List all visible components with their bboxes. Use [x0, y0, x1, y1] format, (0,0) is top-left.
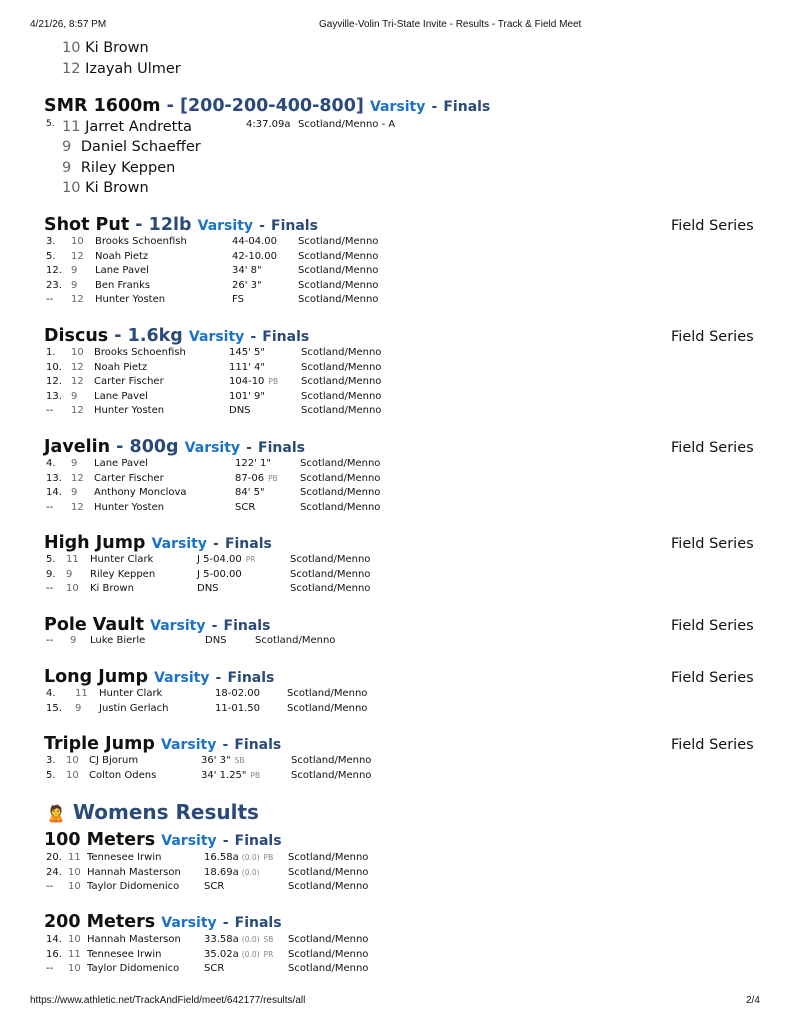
- event-heading: [44, 437, 305, 457]
- event-dash: -: [213, 536, 219, 552]
- event-round: Finals: [258, 440, 305, 456]
- athlete-name[interactable]: Brooks Schoenfish: [94, 347, 186, 358]
- grade: 10: [68, 963, 81, 975]
- event-dash: -: [222, 833, 229, 849]
- place: 14.: [46, 934, 62, 945]
- mark[interactable]: 44-04.00: [232, 236, 277, 247]
- event-heading: [44, 326, 309, 346]
- athlete-name[interactable]: Tennesee Irwin: [87, 948, 162, 960]
- team-name[interactable]: Scotland/Menno: [300, 501, 381, 513]
- grade: 10: [66, 769, 79, 781]
- event-name[interactable]: 200 Meters: [44, 912, 156, 932]
- place: 23.: [46, 279, 62, 291]
- table-row: [0, 688, 791, 702]
- mark-cell: [235, 487, 265, 498]
- record-badge: PB: [268, 377, 279, 387]
- athlete-name[interactable]: Jarret Andretta: [85, 119, 192, 135]
- event-division[interactable]: Varsity: [197, 218, 254, 234]
- event-dash: -: [222, 737, 229, 753]
- list-item: [62, 61, 181, 77]
- place: 16.: [46, 948, 62, 960]
- event-division[interactable]: Varsity: [369, 99, 426, 115]
- mark-cell: [197, 554, 255, 565]
- event-spec: [200-200-400-800]: [179, 96, 364, 116]
- event-name[interactable]: Triple Jump: [44, 734, 155, 754]
- record-badge: SB: [234, 756, 245, 765]
- event-division[interactable]: Varsity: [154, 670, 210, 686]
- wind-reading: (0.0): [241, 867, 260, 877]
- table-row: [0, 755, 791, 769]
- mark-cell: [229, 362, 265, 373]
- place: 13.: [46, 472, 62, 484]
- table-row: [0, 703, 791, 717]
- event-dash: -: [259, 218, 265, 234]
- team-name[interactable]: Scotland/Menno: [300, 472, 381, 484]
- mark-cell: [229, 391, 265, 402]
- mark[interactable]: 122' 1": [235, 458, 271, 469]
- mark[interactable]: SCR: [235, 501, 256, 513]
- mark-cell: [204, 881, 224, 892]
- grade: 10: [68, 866, 81, 878]
- place: --: [46, 294, 54, 306]
- mark[interactable]: 33.58a: [204, 934, 239, 945]
- team-name[interactable]: Scotland/Menno: [291, 755, 372, 766]
- team-name[interactable]: Scotland/Menno: [301, 376, 382, 388]
- event-heading: [44, 215, 318, 235]
- event-name[interactable]: Discus: [44, 326, 109, 346]
- table-row: [0, 391, 791, 405]
- event-round: Finals: [234, 737, 282, 753]
- place: 5.: [46, 250, 56, 262]
- athlete-name[interactable]: Hannah Masterson: [87, 934, 181, 945]
- field-series-link[interactable]: Field Series: [671, 536, 754, 552]
- athlete-name[interactable]: Carter Fischer: [94, 376, 164, 388]
- team-name[interactable]: Scotland/Menno: [300, 458, 381, 469]
- mark[interactable]: DNS: [205, 635, 227, 646]
- field-series-link[interactable]: Field Series: [671, 440, 754, 456]
- team-name[interactable]: Scotland/Menno: [288, 866, 369, 878]
- table-row: [0, 963, 791, 977]
- mark[interactable]: 35.02a: [204, 948, 239, 960]
- field-series-link[interactable]: Field Series: [671, 329, 754, 345]
- grade: 12: [71, 405, 84, 417]
- athlete-name[interactable]: Luke Bierle: [90, 635, 146, 646]
- field-series-link[interactable]: Field Series: [671, 618, 754, 634]
- field-series-link[interactable]: Field Series: [671, 670, 754, 686]
- mark[interactable]: 16.58a: [204, 852, 239, 863]
- team-name[interactable]: Scotland/Menno: [291, 769, 372, 781]
- grade: 9: [71, 279, 78, 291]
- athlete-name[interactable]: Ki Brown: [85, 40, 149, 56]
- grade: 9: [71, 487, 78, 499]
- mark-cell: [232, 265, 262, 276]
- team-name[interactable]: Scotland/Menno: [298, 265, 379, 277]
- athlete-name[interactable]: Noah Pietz: [95, 250, 149, 262]
- mark-cell: [215, 703, 260, 714]
- grade: 10: [71, 236, 84, 247]
- athlete-name[interactable]: Lane Pavel: [94, 458, 148, 469]
- grade: 9: [71, 458, 78, 469]
- mark[interactable]: SCR: [204, 963, 225, 975]
- place: --: [46, 881, 54, 893]
- event-spec: 800g: [129, 437, 179, 457]
- mark-cell: [197, 583, 219, 594]
- place: 14.: [46, 487, 62, 499]
- place: 4.: [46, 458, 56, 469]
- event-round: Finals: [223, 618, 271, 634]
- athlete-name[interactable]: Ben Franks: [95, 279, 151, 291]
- event-division[interactable]: Varsity: [188, 329, 245, 345]
- event-dash: -: [116, 437, 124, 457]
- place: --: [46, 405, 54, 417]
- list-item: [62, 180, 149, 196]
- record-badge: PR: [245, 555, 256, 564]
- event-division[interactable]: Varsity: [151, 536, 207, 552]
- table-row: [0, 502, 791, 516]
- event-round: Finals: [443, 99, 491, 115]
- mark-cell: [201, 755, 245, 766]
- place: 20.: [46, 852, 62, 863]
- mark-cell: [204, 867, 260, 878]
- mark-cell: [204, 963, 224, 974]
- table-row: [0, 881, 791, 895]
- list-item: [62, 40, 149, 56]
- mark-cell: [235, 473, 278, 484]
- team-name[interactable]: Scotland/Menno: [255, 635, 336, 646]
- table-row: [0, 280, 791, 294]
- team-name[interactable]: Scotland/Menno: [298, 236, 379, 247]
- event-name[interactable]: Shot Put: [44, 215, 130, 235]
- grade: 12: [71, 294, 84, 306]
- wind-reading: (0.0): [241, 935, 260, 944]
- table-row: [0, 635, 791, 649]
- grade: 12: [62, 61, 81, 77]
- event-heading-smr: SMR 1600m - [200-200-400-800] Varsity - Finals: [44, 96, 491, 116]
- team-name[interactable]: Scotland/Menno: [288, 852, 369, 863]
- place: 3.: [46, 236, 56, 247]
- mark[interactable]: 84' 5": [235, 487, 265, 499]
- team-name[interactable]: Scotland/Menno: [288, 948, 369, 960]
- place: 24.: [46, 866, 62, 878]
- event-round: Finals: [227, 670, 275, 686]
- mark-cell: [205, 635, 227, 646]
- section-title: Womens Results: [72, 800, 259, 824]
- mark-cell: [201, 770, 260, 781]
- athlete-name[interactable]: CJ Bjorum: [89, 755, 139, 766]
- table-row: [0, 867, 791, 881]
- grade: 11: [75, 688, 88, 699]
- mark-cell: [215, 688, 260, 699]
- athlete-name[interactable]: Taylor Didomenico: [87, 881, 180, 893]
- mark[interactable]: J 5-04.00: [197, 554, 242, 565]
- mark-cell: [204, 949, 273, 960]
- event-name[interactable]: Long Jump: [44, 667, 148, 687]
- athlete-name[interactable]: Hunter Yosten: [94, 405, 165, 417]
- relay-team[interactable]: Scotland/Menno - A: [298, 119, 396, 130]
- field-series-link[interactable]: Field Series: [671, 218, 754, 234]
- event-name[interactable]: 100 Meters: [44, 830, 156, 850]
- mark[interactable]: 42-10.00: [232, 250, 277, 262]
- grade: 12: [71, 472, 84, 484]
- place: 3.: [46, 755, 56, 766]
- grade: 10: [68, 881, 81, 893]
- athlete-name[interactable]: Brooks Schoenfish: [95, 236, 187, 247]
- event-dash: -: [215, 670, 222, 686]
- event-division[interactable]: Varsity: [160, 737, 217, 753]
- grade: 12: [71, 501, 84, 513]
- mark-cell: [232, 251, 277, 262]
- grade: 9: [62, 139, 72, 155]
- mark-cell: [229, 376, 278, 387]
- list-item: [62, 139, 201, 155]
- mark-cell: [229, 347, 265, 358]
- event-dash: -: [222, 915, 229, 931]
- mark-cell: [235, 458, 271, 469]
- place: --: [46, 963, 54, 975]
- place: 9.: [46, 568, 56, 580]
- team-name[interactable]: Scotland/Menno: [287, 702, 368, 714]
- grade: 11: [68, 948, 81, 960]
- mark[interactable]: 18-02.00: [215, 688, 260, 699]
- place: 1.: [46, 347, 56, 358]
- grade: 10: [66, 755, 79, 766]
- grade: 9: [70, 635, 77, 646]
- event-name[interactable]: Javelin: [44, 437, 111, 457]
- mark[interactable]: 36' 3": [201, 755, 231, 766]
- team-name[interactable]: Scotland/Menno: [301, 347, 382, 358]
- team-name[interactable]: Scotland/Menno: [290, 583, 371, 595]
- event-round: Finals: [234, 833, 282, 849]
- athlete-name[interactable]: Riley Keppen: [90, 568, 156, 580]
- grade: 9: [71, 390, 78, 402]
- grade: 9: [71, 265, 78, 277]
- grade: 12: [71, 361, 84, 373]
- event-dash: -: [135, 215, 143, 235]
- athlete-name[interactable]: Tennesee Irwin: [87, 852, 162, 863]
- table-row: [0, 852, 791, 866]
- mark[interactable]: 11-01.50: [215, 702, 260, 714]
- table-row: [0, 949, 791, 963]
- mark-cell: [232, 294, 244, 305]
- record-badge: PB: [263, 853, 274, 862]
- place: 10.: [46, 361, 62, 373]
- mark[interactable]: DNS: [197, 583, 219, 595]
- event-name[interactable]: SMR 1600m: [44, 96, 161, 116]
- grade: 10: [68, 934, 81, 945]
- record-badge: PB: [250, 770, 261, 780]
- event-round: Finals: [224, 536, 272, 552]
- athlete-name[interactable]: Hunter Yosten: [95, 294, 166, 306]
- event-heading: [44, 667, 274, 687]
- print-timestamp: 4/21/26, 8:57 PM: [30, 19, 107, 30]
- team-name[interactable]: Scotland/Menno: [288, 963, 369, 975]
- record-badge: PB: [268, 473, 278, 483]
- grade: 9: [75, 702, 82, 714]
- team-name[interactable]: Scotland/Menno: [301, 390, 382, 402]
- relay-place: 5.: [46, 119, 55, 129]
- team-name[interactable]: Scotland/Menno: [290, 554, 371, 565]
- grade: 11: [68, 852, 81, 863]
- mark-cell: [229, 405, 251, 416]
- wind-reading: (0.0): [241, 949, 260, 959]
- team-name[interactable]: Scotland/Menno: [301, 405, 382, 417]
- table-row: [0, 554, 791, 568]
- mark[interactable]: FS: [232, 294, 244, 306]
- grade: 11: [66, 554, 79, 565]
- athlete-name[interactable]: Riley Keppen: [80, 160, 176, 176]
- table-row: [0, 236, 791, 250]
- place: --: [46, 501, 54, 513]
- mark-cell: [235, 502, 255, 513]
- team-name[interactable]: Scotland/Menno: [300, 487, 381, 499]
- mark[interactable]: 104-10: [229, 376, 265, 388]
- place: 4.: [46, 688, 56, 699]
- mark[interactable]: 26' 3": [232, 279, 262, 291]
- event-name[interactable]: High Jump: [44, 533, 146, 553]
- table-row: [0, 934, 791, 948]
- event-spec: 12lb: [148, 215, 192, 235]
- mark-cell: [232, 280, 262, 291]
- mark-cell: [204, 934, 273, 945]
- event-dash: -: [211, 618, 218, 634]
- team-name[interactable]: Scotland/Menno: [290, 568, 371, 580]
- mark[interactable]: 34' 1.25": [201, 769, 247, 781]
- athlete-name[interactable]: Hannah Masterson: [87, 866, 181, 878]
- place: 5.: [46, 554, 56, 565]
- record-badge: PR: [263, 949, 274, 959]
- athlete-name[interactable]: Anthony Monclova: [94, 487, 187, 499]
- list-item: [62, 119, 192, 135]
- place: 15.: [46, 702, 62, 714]
- grade: 12: [71, 376, 84, 388]
- person-icon: 🙎: [46, 804, 66, 823]
- event-round: Finals: [271, 218, 318, 234]
- athlete-name[interactable]: Carter Fischer: [94, 472, 164, 484]
- event-round: Finals: [234, 915, 282, 931]
- athlete-name[interactable]: Ki Brown: [85, 180, 149, 196]
- place: 5.: [46, 769, 56, 781]
- event-heading: [44, 734, 281, 754]
- table-row: [0, 405, 791, 419]
- event-heading: [44, 533, 272, 553]
- mark[interactable]: J 5-00.00: [197, 568, 242, 580]
- record-badge: SB: [263, 935, 274, 944]
- athlete-name[interactable]: Lane Pavel: [95, 265, 149, 277]
- event-heading: [44, 830, 282, 850]
- grade: 9: [66, 568, 73, 580]
- athlete-name[interactable]: Hunter Clark: [90, 554, 154, 565]
- wind-reading: (0.0): [241, 853, 260, 862]
- team-name[interactable]: Scotland/Menno: [298, 279, 379, 291]
- grade: 10: [62, 180, 81, 196]
- athlete-name[interactable]: Noah Pietz: [94, 361, 148, 373]
- mark[interactable]: 145' 5": [229, 347, 265, 358]
- athlete-name[interactable]: Taylor Didomenico: [87, 963, 180, 975]
- event-name[interactable]: Pole Vault: [44, 615, 145, 635]
- grade: 10: [66, 583, 79, 595]
- mark[interactable]: 87-06: [235, 472, 265, 484]
- list-item: [62, 160, 175, 176]
- athlete-name[interactable]: Colton Odens: [89, 769, 157, 781]
- place: 13.: [46, 390, 62, 402]
- mark[interactable]: SCR: [204, 881, 225, 893]
- event-division[interactable]: Varsity: [161, 833, 217, 849]
- table-row: [0, 473, 791, 487]
- athlete-name[interactable]: Daniel Schaeffer: [80, 139, 201, 155]
- event-heading: [44, 615, 270, 635]
- team-name[interactable]: Scotland/Menno: [288, 881, 369, 893]
- womens-results-heading: [46, 800, 259, 824]
- relay-mark[interactable]: 4:37.09a: [246, 119, 291, 130]
- print-title: Gayville-Volin Tri-State Invite - Results - Track & Field Meet: [319, 19, 582, 30]
- place: 12.: [46, 265, 62, 277]
- table-row: [0, 583, 791, 597]
- event-division[interactable]: Varsity: [184, 440, 241, 456]
- table-row: [0, 347, 791, 361]
- event-spec: 1.6kg: [127, 326, 183, 346]
- grade: 11: [62, 119, 81, 135]
- place: --: [46, 583, 54, 595]
- place: 12.: [46, 376, 62, 388]
- athlete-name[interactable]: Hunter Clark: [99, 688, 163, 699]
- athlete-name[interactable]: Izayah Ulmer: [85, 61, 181, 77]
- mark[interactable]: DNS: [229, 405, 251, 417]
- athlete-name[interactable]: Ki Brown: [90, 583, 134, 595]
- table-row: [0, 487, 791, 501]
- mark-cell: [232, 236, 277, 247]
- print-page-number: 2/4: [746, 995, 760, 1006]
- table-row: [0, 458, 791, 472]
- mark[interactable]: 111' 4": [229, 361, 265, 373]
- event-dash: -: [246, 440, 252, 456]
- athlete-name[interactable]: Lane Pavel: [94, 390, 148, 402]
- place: --: [46, 635, 54, 646]
- table-row: [0, 569, 791, 583]
- mark[interactable]: 18.69a: [204, 866, 239, 878]
- team-name[interactable]: Scotland/Menno: [298, 250, 379, 262]
- athlete-name[interactable]: Justin Gerlach: [99, 702, 169, 714]
- event-round: Finals: [262, 329, 310, 345]
- table-row: [0, 376, 791, 390]
- team-name[interactable]: Scotland/Menno: [301, 361, 382, 373]
- team-name[interactable]: Scotland/Menno: [288, 934, 369, 945]
- event-division[interactable]: Varsity: [161, 915, 217, 931]
- athlete-name[interactable]: Hunter Yosten: [94, 501, 165, 513]
- table-row: [0, 362, 791, 376]
- team-name[interactable]: Scotland/Menno: [287, 688, 368, 699]
- table-row: [0, 770, 791, 784]
- table-row: [0, 265, 791, 279]
- event-dash: -: [114, 326, 122, 346]
- table-row: [0, 294, 791, 308]
- mark-cell: [204, 852, 273, 863]
- grade: 9: [62, 160, 72, 176]
- table-row: [0, 251, 791, 265]
- mark[interactable]: 101' 9": [229, 390, 265, 402]
- mark-cell: [197, 569, 242, 580]
- event-heading: [44, 912, 282, 932]
- team-name[interactable]: Scotland/Menno: [298, 294, 379, 306]
- event-division[interactable]: Varsity: [150, 618, 206, 634]
- field-series-link[interactable]: Field Series: [671, 737, 754, 753]
- grade: 12: [71, 250, 84, 262]
- mark[interactable]: 34' 8": [232, 265, 262, 277]
- grade: 10: [62, 40, 81, 56]
- event-dash: -: [250, 329, 257, 345]
- grade: 10: [71, 347, 84, 358]
- print-url: https://www.athletic.net/TrackAndField/meet/642177/results/all: [30, 995, 306, 1006]
